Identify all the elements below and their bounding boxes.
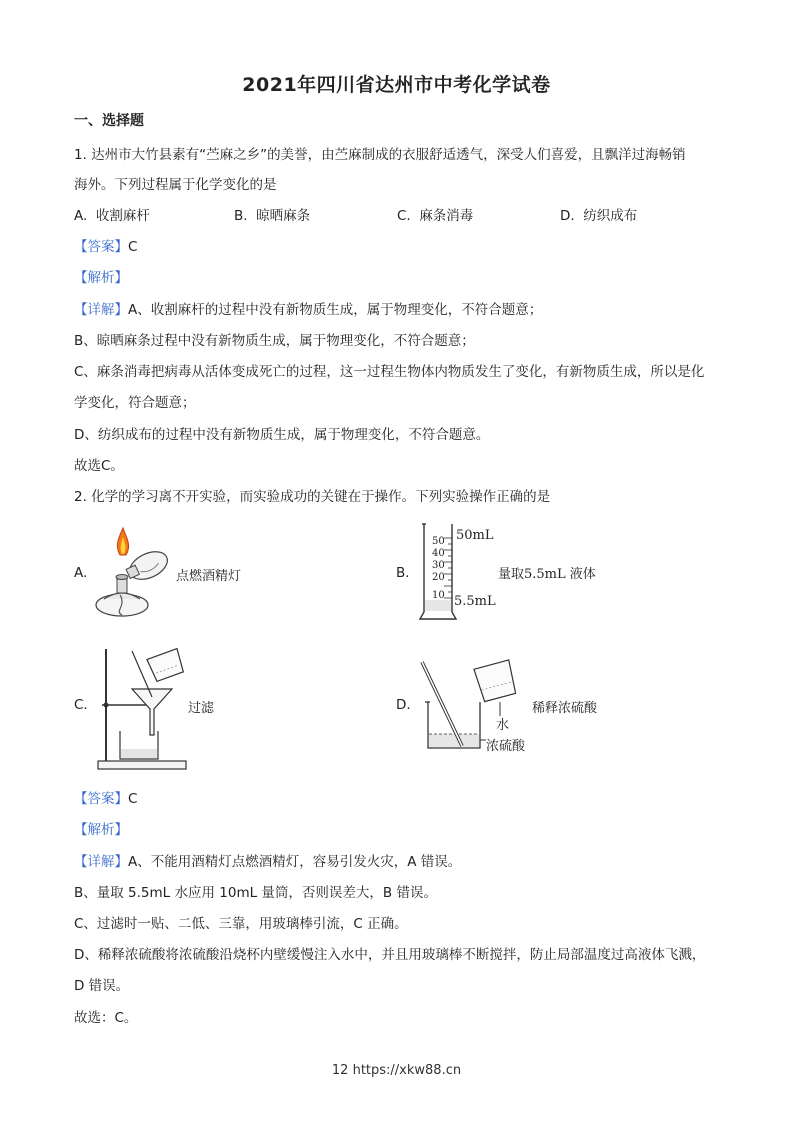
q2-option-c-caption: 过滤 (188, 701, 215, 716)
cylinder-bottom-label: 5.5mL (454, 594, 496, 609)
q2-option-a-letter: A. (74, 565, 88, 581)
q1-detail-line: 【详解】A、收割麻杆的过程中没有新物质生成，属于物理变化，不符合题意； (74, 302, 543, 318)
q1-option-b: B. 晾晒麻条 (234, 208, 311, 224)
q1-stem-line1: 1. 达州市大竹县素有“苎麻之乡”的美誉，由苎麻制成的衣服舒适透气，深受人们喜爱，且飘洋过海畅销 (74, 147, 686, 163)
cylinder-top-label: 50mL (456, 528, 494, 543)
q2-detail-line: 故选：C。 (74, 1010, 138, 1026)
q1-analysis-tag: 【解析】 (74, 270, 128, 286)
q1-detail-line: D、纺织成布的过程中没有新物质生成，属于物理变化，不符合题意。 (74, 427, 490, 443)
q2-option-b-letter: B. (396, 565, 410, 581)
filtration-figure (92, 645, 192, 772)
q2-detail-line: C、过滤时一贴、二低、三靠，用玻璃棒引流，C 正确。 (74, 916, 408, 932)
q2-answer: 【答案】C (74, 791, 138, 807)
cylinder-tick-label: 50 (432, 536, 445, 547)
q2-option-b-caption: 量取5.5mL 液体 (498, 567, 596, 582)
q2-option-c-letter: C. (74, 697, 88, 713)
q2-option-d-caption: 稀释浓硫酸 (532, 701, 598, 716)
q2-detail-line: D 错误。 (74, 978, 130, 994)
label-concentrated-acid: 浓硫酸 (486, 739, 526, 754)
q1-detail-line: B、晾晒麻条过程中没有新物质生成，属于物理变化，不符合题意； (74, 333, 475, 349)
q2-detail-line: D、稀释浓硫酸将浓硫酸沿烧杯内壁缓慢注入水中，并且用玻璃棒不断搅拌，防止局部温度过高液体飞溅， (74, 947, 706, 963)
q1-detail-line: C、麻条消毒把病毒从活体变成死亡的过程，这一过程生物体内物质发生了变化，有新物质生成，所以是化 (74, 364, 705, 380)
q1-option-d: D. 纺织成布 (560, 208, 638, 224)
q1-detail-line: 学变化，符合题意； (74, 395, 196, 411)
label-water: 水 (496, 718, 510, 733)
q1-detail-line: 故选C。 (74, 458, 124, 474)
cylinder-tick-label: 40 (432, 548, 445, 559)
cylinder-tick-label: 10 (432, 590, 445, 601)
cylinder-tick-label: 20 (432, 572, 445, 583)
page-title: 2021年四川省达州市中考化学试卷 (242, 74, 551, 96)
q1-option-a: A. 收割麻杆 (74, 208, 150, 224)
q2-stem: 2. 化学的学习离不开实验，而实验成功的关键在于操作。下列实验操作正确的是 (74, 489, 551, 505)
q1-option-c: C. 麻条消毒 (397, 208, 474, 224)
q2-detail-line: B、量取 5.5mL 水应用 10mL 量筒，否则误差大，B 错误。 (74, 885, 437, 901)
q2-analysis-tag: 【解析】 (74, 822, 128, 838)
alcohol-lamp-figure (90, 525, 180, 620)
q2-detail-line: 【详解】A、不能用酒精灯点燃酒精灯，容易引发火灾，A 错误。 (74, 854, 462, 870)
q1-answer: 【答案】C (74, 239, 138, 255)
cylinder-tick-label: 30 (432, 560, 445, 571)
q1-stem-line2: 海外。下列过程属于化学变化的是 (74, 177, 277, 193)
q2-option-d-letter: D. (396, 697, 411, 713)
page-footer: 12 https://xkw88.cn (331, 1063, 462, 1078)
section-heading: 一、选择题 (74, 113, 144, 129)
q2-option-a-caption: 点燃酒精灯 (176, 569, 242, 584)
